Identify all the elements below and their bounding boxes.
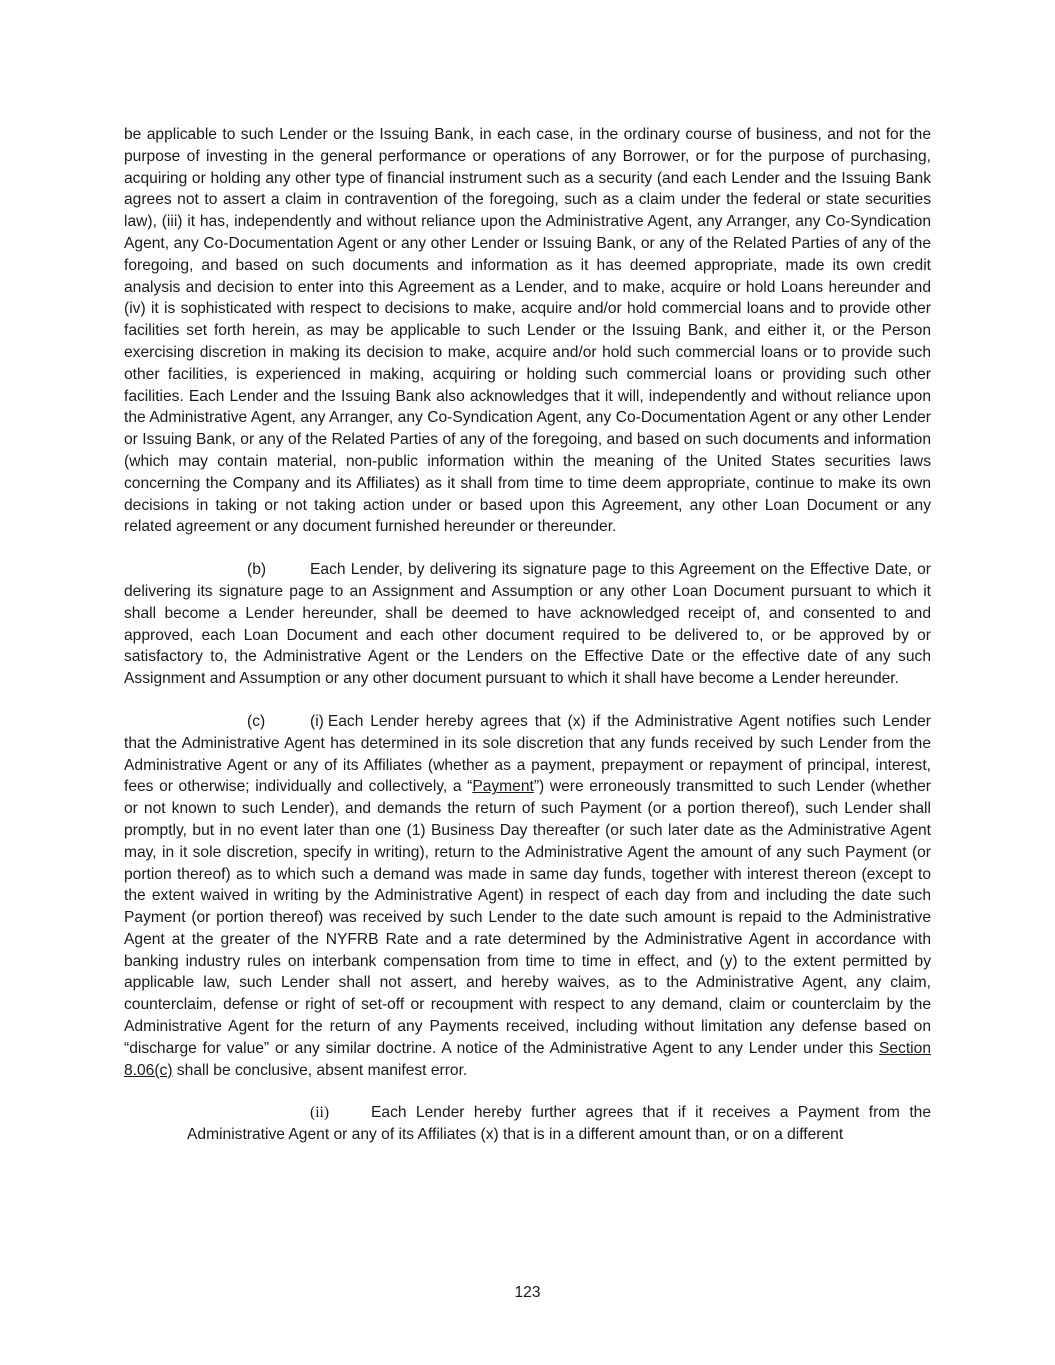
document-page (124, 124, 931, 1146)
paragraph-c-text-2: ”) were erroneously transmitted to such Lender (whether or not known to such Lender), and demands the return of such Payment (or a portion thereof), such Lender shall promptly, but in no event later than one (1) Business Day thereafter (or such later date as the Administrative Agent may, in it sole discretion, specify in writing), return to the Administrative Agent the amount of any such Payment (or portion thereof) as to which such a demand was made in same day funds, together with interest thereon (except to the extent waived in writing by the Administrative Agent) in respect of each day from and including the date such Payment (or portion thereof) was received by such Lender to the date such amount is repaid to the Administrative Agent at the greater of the NYFRB Rate and a rate determined by the Administrative Agent in accordance with banking industry rules on interbank compensation from time to time in effect, and (y) to the extent permitted by applicable law, such Lender shall not assert, and hereby waives, as to the Administrative Agent, any claim, counterclaim, defense or right of set-off or recoupment with respect to any demand, claim or counterclaim by the Administrative Agent for the return of any Payments received, including without limitation any defense based on “discharge for value” or any similar doctrine. A notice of the Administrative Agent to any Lender under this (124, 778, 931, 1057)
paragraph-c-text-3: shall be conclusive, absent manifest error. (172, 1061, 468, 1079)
paragraph-c-text-1: Each Lender hereby agrees that (x) if the Administrative Agent notifies such Lender that the Administrative Agent has determined in its sole discretion that any funds received by such Lender from the Administrative Agent or any of its Affiliates (whether as a payment, prepayment or repayment of principal, interest, fees or otherwise; individually and collectively, a “ (124, 712, 931, 796)
paragraph-c-label: (c) (247, 712, 266, 730)
paragraph-c-ii (124, 1102, 931, 1146)
section-reference: Section 8.06(c) (124, 1039, 931, 1079)
defined-term-payment: Payment (472, 778, 534, 796)
paragraph-continuation (124, 124, 931, 538)
paragraph-b-label: (b) (247, 561, 267, 579)
paragraph-b (124, 559, 931, 690)
paragraph-a-text: be applicable to such Lender or the Issuing Bank, in each case, in the ordinary course of business, and not for the purpose of investing in the general performance or operations of any Borrower, or for the purpose of purchasing, acquiring or holding any other type of financial instrument such as a security (and each Lender and the Issuing Bank agrees not to assert a claim in contravention of the foregoing, such as a claim under the federal or state securities law), (iii) it has, independently and without reliance upon the Administrative Agent, any Arranger, any Co-Syndication Agent, any Co-Documentation Agent or any other Lender or Issuing Bank, or any of the Related Parties of any of the foregoing, and based on such documents and information as it has deemed appropriate, made its own credit analysis and decision to enter into this Agreement as a Lender, and to make, acquire or hold Loans hereunder and (iv) it is sophisticated with respect to decisions to make, acquire and/or hold commercial loans and to provide other facilities set forth herein, as may be applicable to such Lender or the Issuing Bank, and either it, or the Person exercising discretion in making its decision to make, acquire and/or hold such commercial loans or to provide such other facilities, is experienced in making, acquiring or holding such commercial loans or providing such other facilities. Each Lender and the Issuing Bank also acknowledges that it will, independently and without reliance upon the Administrative Agent, any Arranger, any Co-Syndication Agent, any Co-Documentation Agent or any other Lender or Issuing Bank, or any of the Related Parties of any of the foregoing, and based on such documents and information (which may contain material, non-public information within the meaning of the United States securities laws concerning the Company and its Affiliates) as it shall from time to time deem appropriate, continue to make its own decisions in taking or not taking action under or based upon this Agreement, any other Loan Document or any related agreement or any document furnished hereunder or thereunder. (124, 126, 931, 536)
paragraph-b-text: Each Lender, by delivering its signature page to this Agreement on the Effective Date, or delivering its signature page to an Assignment and Assumption or any other Loan Document pursuant to which it shall become a Lender hereunder, shall be deemed to have acknowledged receipt of, and consented to and approved, each Loan Document and each other document required to be delivered to, or be approved by or satisfactory to, the Administrative Agent or the Lenders on the Effective Date or the effective date of any such Assignment and Assumption or any other document pursuant to which it shall have become a Lender hereunder. (124, 561, 931, 688)
paragraph-c-ii-text: Each Lender hereby further agrees that if it receives a Payment from the Administrative Agent or any of its Affiliates (x) that is in a different amount than, or on a different (187, 1104, 931, 1144)
page-number: 123 (514, 1284, 541, 1301)
paragraph-c-sublabel: (i) (310, 712, 324, 730)
paragraph-c-ii-label: (ii) (310, 1104, 330, 1122)
paragraph-c (124, 711, 931, 1082)
